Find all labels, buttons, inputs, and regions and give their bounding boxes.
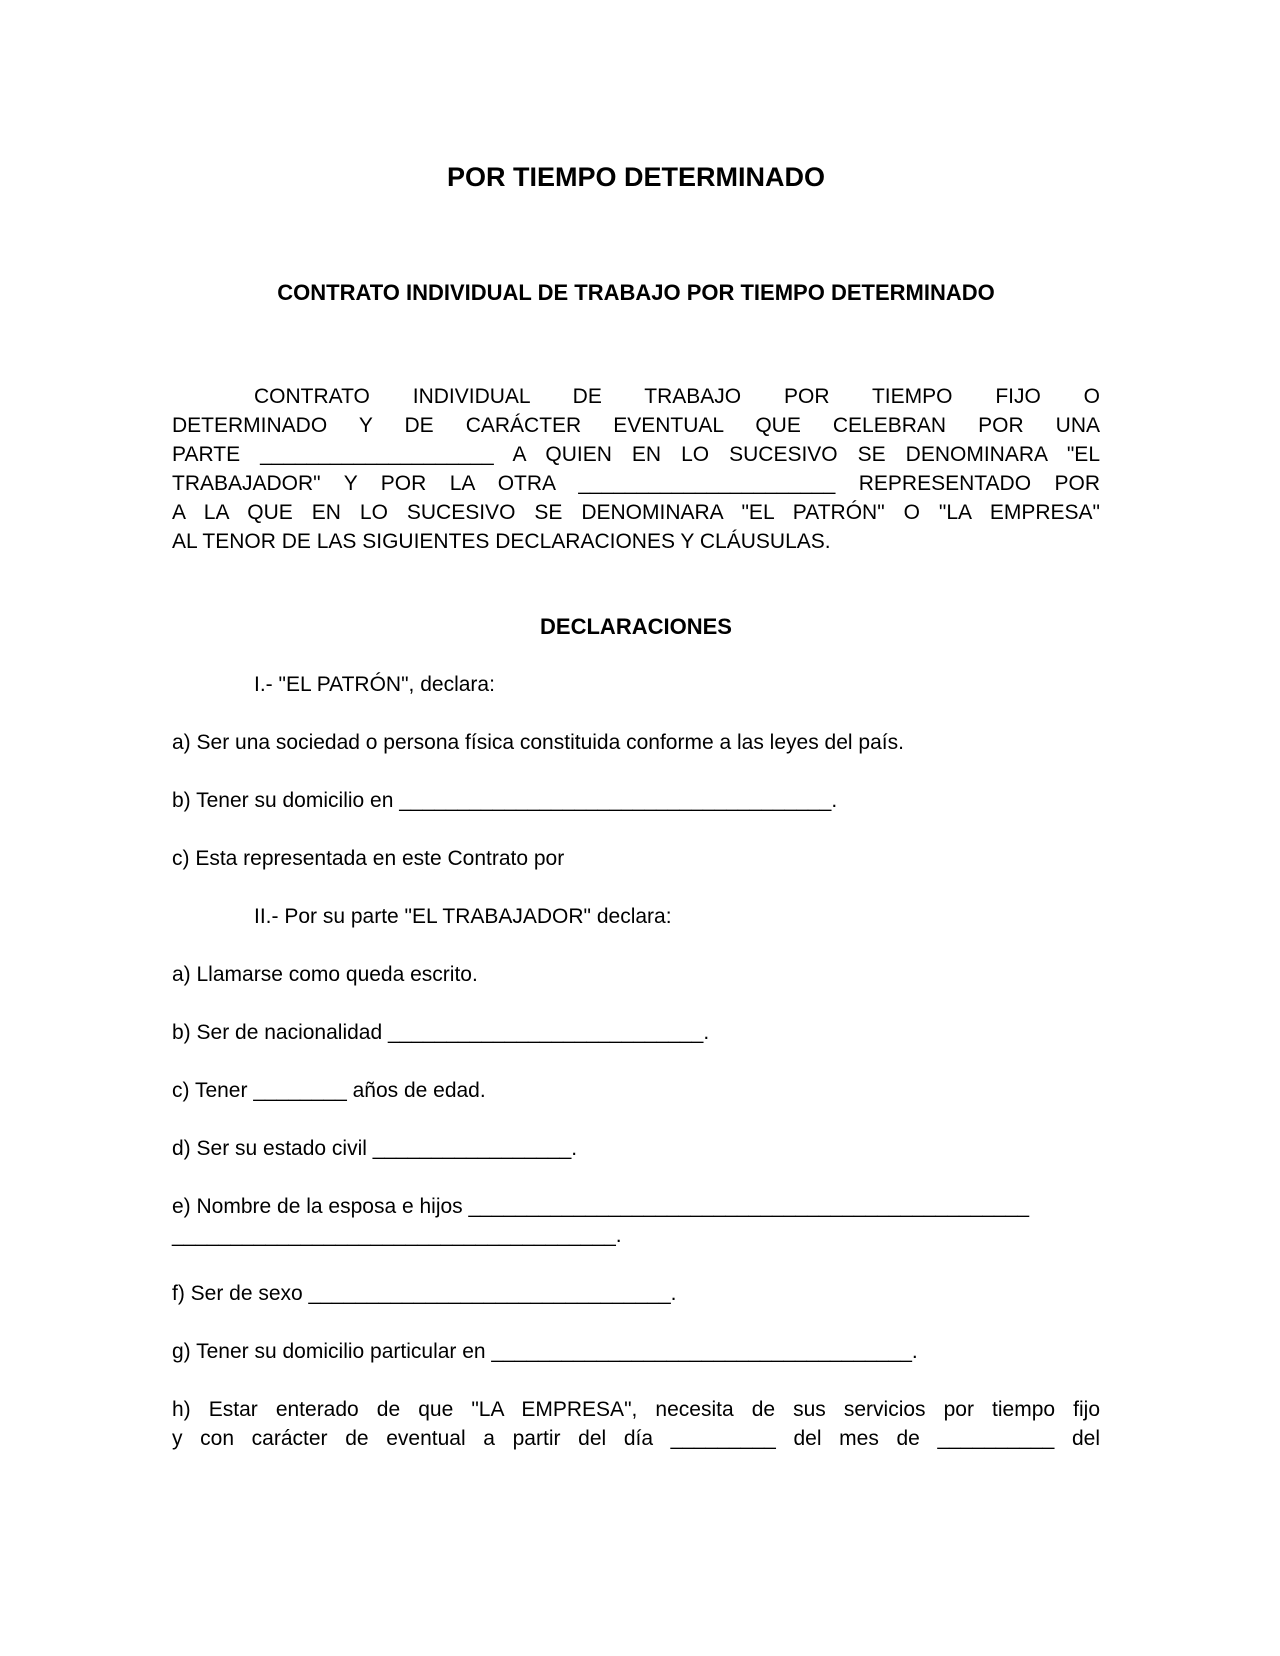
intro-line-6: AL TENOR DE LAS SIGUIENTES DECLARACIONES Y CLÁUSULAS. [172, 530, 831, 553]
document-title: POR TIEMPO DETERMINADO [446, 162, 825, 192]
clause-e-line-1: e) Nombre de la esposa e hijos ________________________________________________ [172, 1195, 1030, 1218]
clause-e-line-2: ______________________________________. [172, 1224, 622, 1247]
clause-h-line-2: y con carácter de eventual a partir del día _________ del mes de __________ del [172, 1427, 1100, 1450]
clause-trabajador-b-nacionalidad-blank: b) Ser de nacionalidad ___________________________. [172, 1021, 710, 1044]
intro-line-2: DETERMINADO Y DE CARÁCTER EVENTUAL QUE CELEBRAN POR UNA [172, 414, 1100, 437]
intro-paragraph [172, 382, 1100, 556]
intro-line-1: CONTRATO INDIVIDUAL DE TRABAJO POR TIEMPO FIJO O [254, 385, 1100, 408]
clause-h-line-1: h) Estar enterado de que "LA EMPRESA", necesita de sus servicios por tiempo fijo [172, 1398, 1100, 1421]
intro-line-4: TRABAJADOR" Y POR LA OTRA ______________________ REPRESENTADO POR [172, 472, 1100, 495]
clause-trabajador-c-edad-blank: c) Tener ________ años de edad. [172, 1079, 486, 1102]
document-content [172, 0, 1100, 1474]
section-1-heading: I.- "EL PATRÓN", declara: [254, 673, 495, 696]
clause-trabajador-f-sexo-blank: f) Ser de sexo _______________________________. [172, 1282, 677, 1305]
intro-line-3: PARTE ____________________ A QUIEN EN LO SUCESIVO SE DENOMINARA "EL [172, 443, 1100, 466]
intro-line-5: A LA QUE EN LO SUCESIVO SE DENOMINARA "EL PATRÓN" O "LA EMPRESA" [172, 501, 1100, 524]
clause-patron-a: a) Ser una sociedad o persona física constituida conforme a las leyes del país. [172, 731, 904, 754]
document-subtitle: CONTRATO INDIVIDUAL DE TRABAJO POR TIEMPO DETERMINADO [277, 280, 995, 305]
clause-patron-b-domicilio-blank: b) Tener su domicilio en _____________________________________. [172, 789, 838, 812]
clause-trabajador-a: a) Llamarse como queda escrito. [172, 963, 478, 986]
clause-trabajador-d-estado-civil-blank: d) Ser su estado civil _________________. [172, 1137, 578, 1160]
section-2-heading: II.- Por su parte "EL TRABAJADOR" declara: [254, 905, 672, 928]
declarations-heading: DECLARACIONES [540, 614, 732, 639]
clause-patron-c: c) Esta representada en este Contrato por [172, 847, 565, 870]
clause-trabajador-g-domicilio-particular-blank: g) Tener su domicilio particular en ____________________________________. [172, 1340, 918, 1363]
